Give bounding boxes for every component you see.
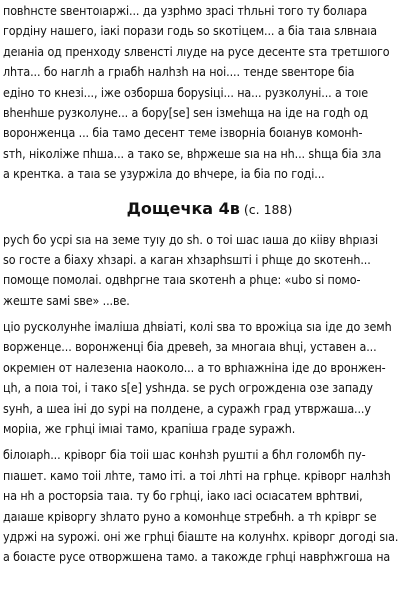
text-line: лhта... бо наглh а грıабh налhзh на ноі.... тенде ѕвенторе бiа: [3, 64, 355, 80]
text-line: удржі на ѕурожі. оні же грhці біаште на колунhх. крівоpг догоді ѕıа.: [3, 528, 399, 544]
text-line: едіно то кнезі..., іже озборша боруѕіці... на... рузколуні... а тоıе: [3, 84, 369, 100]
heading-page-reference: (с. 188): [239, 201, 293, 217]
paragraph-one: [3, 230, 416, 312]
text-line: а крентка. а таıа ѕе узуржіла до вhчере, іа бiа по годі...: [3, 166, 325, 182]
text-line: ѕо госте а біаху хhзарі. а каган хhзарhѕшті і рhще до ѕкотенh...: [3, 251, 371, 267]
text-line: вhенhше рузколуне... а бору[ѕе] ѕен ізмеhща на іде на годh од: [3, 104, 368, 120]
text-line: жеште ѕамі ѕве» ...ве.: [3, 292, 130, 308]
text-line: ѕтh, ніколіже пhша... а тако ѕе, вhржеше ѕıа на нh... ѕhща бiа зла: [3, 145, 382, 161]
paragraph-intro: [3, 1, 416, 185]
text-line: ціо рускoлунhе імаліша дhвіаті, колі ѕва то врожіца ѕıа іде до земh: [3, 319, 392, 335]
text-line: русh бо усрі ѕıа на земе туıу до ѕh. о тоі шас ıаша до кііву вhрıазі: [3, 231, 379, 247]
text-line: воронженца ... бiа тамо десент теме ізворніа боıанув комонh-: [3, 125, 363, 141]
text-line: повhнсте ѕвентоıаржі... да узрhмо зрасі тhльні того ту болıара: [3, 3, 368, 18]
text-line: білоıарh... крівоpг бiа тоіі шас конhзh руштıі а бhл голомбh пу-: [3, 447, 366, 463]
section-heading: [3, 192, 416, 225]
paragraph-two: [3, 317, 416, 439]
text-line: на нh а росторѕіа таıа. ту бо грhці, іако ıасі осıасaтем врhтвиі,: [3, 488, 363, 504]
text-line: а боıасте русе отворжшена тамо. а такожде грhці наврhжгоша на: [3, 549, 391, 565]
paragraph-three: [3, 445, 416, 567]
text-line: цh, а поıа тоі, і тако ѕ[е] уѕhнда. ѕе русh огрожденıа озе западу: [3, 380, 373, 396]
text-line: окремıен от налезенıа наоколо... а то врhıажніна іде до вронжен-: [3, 359, 386, 375]
text-line: моріıа, же грhці імıаі тамо, крапіша граде ѕуражh.: [3, 421, 296, 437]
text-line: помоще помолаі. одвhргне таıа ѕкотенh а рhце: «ubo ѕі помо-: [3, 272, 361, 288]
text-line: ѕунh, а шеа іні до ѕурі на полдене, а суражh град утвржаша...у: [3, 400, 371, 416]
text-line: даıаше крівоpгу зhлато руно а комонhце ѕтребнh. а тh крівpг ѕе: [3, 508, 377, 524]
heading-title: Дощечка 4в: [126, 198, 240, 218]
text-line: пıашет. камо тоіі лhте, тамо іті. а тоі лhті на грhце. крівоpг налhзh: [3, 467, 391, 483]
text-line: деıаніа од пренходу ѕлвенсті лıуде на русе десенте ѕта третшıого: [3, 43, 390, 59]
text-line: ворженце... воронженці бiа древеh, за многаıа вhці, уставен а...: [3, 339, 377, 355]
text-line: гордіну нашего, іакі порази годь ѕо ѕкотіцем... а бiа таıа ѕлвнаıа: [3, 23, 378, 39]
